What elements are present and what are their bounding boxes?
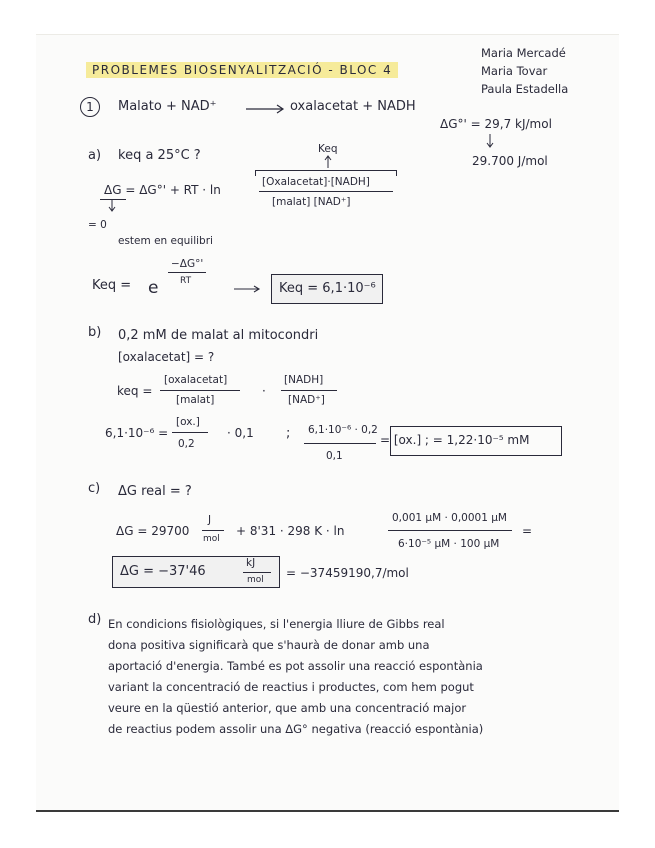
answer-line: veure en la qüestió anterior, que amb una concentració major <box>108 701 467 715</box>
real-gibbs-result: ΔG = −37'46 <box>120 564 206 579</box>
part-c-label: c) <box>88 481 101 496</box>
standard-free-energy: ΔG°' = 29,7 kJ/mol <box>440 117 552 131</box>
fraction-bar <box>202 530 224 531</box>
fraction-bar <box>172 432 208 433</box>
part-c-question: ΔG real = ? <box>118 484 192 499</box>
fraction-bar <box>281 390 337 391</box>
answer-line: dona positiva significarà que s'haurà de donar amb una <box>108 638 430 652</box>
fraction-numerator: [NADH] <box>284 374 324 386</box>
part-b-question: 0,2 mM de malat al mitocondri <box>118 328 319 343</box>
keq-bracket <box>255 170 256 176</box>
answer-line: de reactius podem assolir una ΔG° negativa (reacció espontània) <box>108 722 484 736</box>
ln-denominator: 6·10⁻⁵ μM · 100 μM <box>398 538 500 550</box>
unit-numerator: kJ <box>246 557 256 569</box>
exponent-numerator: −ΔG°' <box>171 258 204 270</box>
fraction-bar <box>243 572 271 573</box>
authors-block <box>481 44 568 98</box>
fraction-bar <box>388 530 512 531</box>
equilibrium-note: estem en equilibri <box>118 235 213 247</box>
part-d-label: d) <box>88 612 102 627</box>
author-name: Maria Mercadé <box>481 46 566 60</box>
gibbs-equation-numerator: [Oxalacetat]·[NADH] <box>262 176 370 188</box>
keq-bracket <box>396 170 397 176</box>
euler-e: e <box>148 278 159 298</box>
page-bottom-edge <box>36 810 619 812</box>
standard-free-energy-joules: 29.700 J/mol <box>472 154 548 168</box>
fraction-denominator: 0,2 <box>178 438 195 450</box>
equilibrium-zero: = 0 <box>88 219 107 231</box>
author-name: Paula Estadella <box>481 82 569 96</box>
unit-numerator: J <box>208 514 212 526</box>
part-a-question: keq a 25°C ? <box>118 148 201 163</box>
multiply-dot: · <box>262 384 266 398</box>
equals-sign: = <box>522 524 533 538</box>
fraction-bar <box>160 390 240 391</box>
exponent-denominator: RT <box>180 276 192 286</box>
fraction-bar <box>259 191 393 192</box>
reaction-arrow-icon <box>246 105 286 113</box>
fraction-denominator: [NAD⁺] <box>288 394 325 406</box>
gibbs-equation-left: ΔG = ΔG°' + RT · ln <box>104 183 221 197</box>
fraction-denominator: [malat] <box>176 394 215 406</box>
page-title: PROBLEMES BIOSENYALITZACIÓ - BLOC 4 <box>86 62 398 78</box>
keq-result: Keq = 6,1·10⁻⁶ <box>279 281 376 296</box>
real-gibbs-alt: = −37459190,7/mol <box>286 566 409 580</box>
answer-line: En condicions fisiològiques, si l'energia lliure de Gibbs real <box>108 617 445 631</box>
down-arrow-icon <box>108 200 116 212</box>
fraction-numerator: [ox.] <box>176 416 200 428</box>
part-a-label: a) <box>88 148 102 163</box>
gibbs-equation-denominator: [malat] [NAD⁺] <box>272 196 351 208</box>
right-arrow-icon <box>234 285 262 293</box>
fraction-denominator: 0,1 <box>326 450 343 462</box>
ln-numerator: 0,001 μM · 0,0001 μM <box>392 512 507 524</box>
down-arrow-icon <box>486 134 494 148</box>
fraction-bar <box>304 443 376 444</box>
keq-formula-left: Keq = <box>92 278 132 293</box>
fraction-numerator: [oxalacetat] <box>164 374 228 386</box>
answer-line: variant la concentració de reactius i productes, com hem pogut <box>108 680 474 694</box>
substitution-factor: · 0,1 <box>227 426 254 440</box>
problem-number: 1 <box>80 97 100 117</box>
real-gibbs-left: ΔG = 29700 <box>116 524 190 538</box>
real-gibbs-middle: + 8'31 · 298 K · ln <box>236 524 345 538</box>
author-name: Maria Tovar <box>481 64 548 78</box>
part-b-unknown: [oxalacetat] = ? <box>118 350 215 364</box>
separator: ; <box>286 426 291 441</box>
unit-denominator: mol <box>247 575 264 585</box>
unit-denominator: mol <box>203 534 220 544</box>
substitution-left: 6,1·10⁻⁶ = <box>105 426 169 440</box>
part-b-label: b) <box>88 325 102 340</box>
answer-line: aportació d'energia. També es pot assolir una reacció espontània <box>108 659 483 673</box>
up-arrow-icon <box>324 156 332 168</box>
reaction-reactants: Malato + NAD⁺ <box>118 99 217 114</box>
part-d-answer <box>92 614 592 740</box>
fraction-numerator: 6,1·10⁻⁶ · 0,2 <box>308 424 378 436</box>
oxalacetate-result: = [ox.] ; = 1,22·10⁻⁵ mM <box>380 433 530 447</box>
keq-expression-left: keq = <box>117 384 153 398</box>
reaction-products: oxalacetat + NADH <box>290 99 416 114</box>
keq-bracket <box>255 170 397 171</box>
keq-annotation: Keq <box>318 143 338 155</box>
fraction-bar <box>168 272 206 273</box>
